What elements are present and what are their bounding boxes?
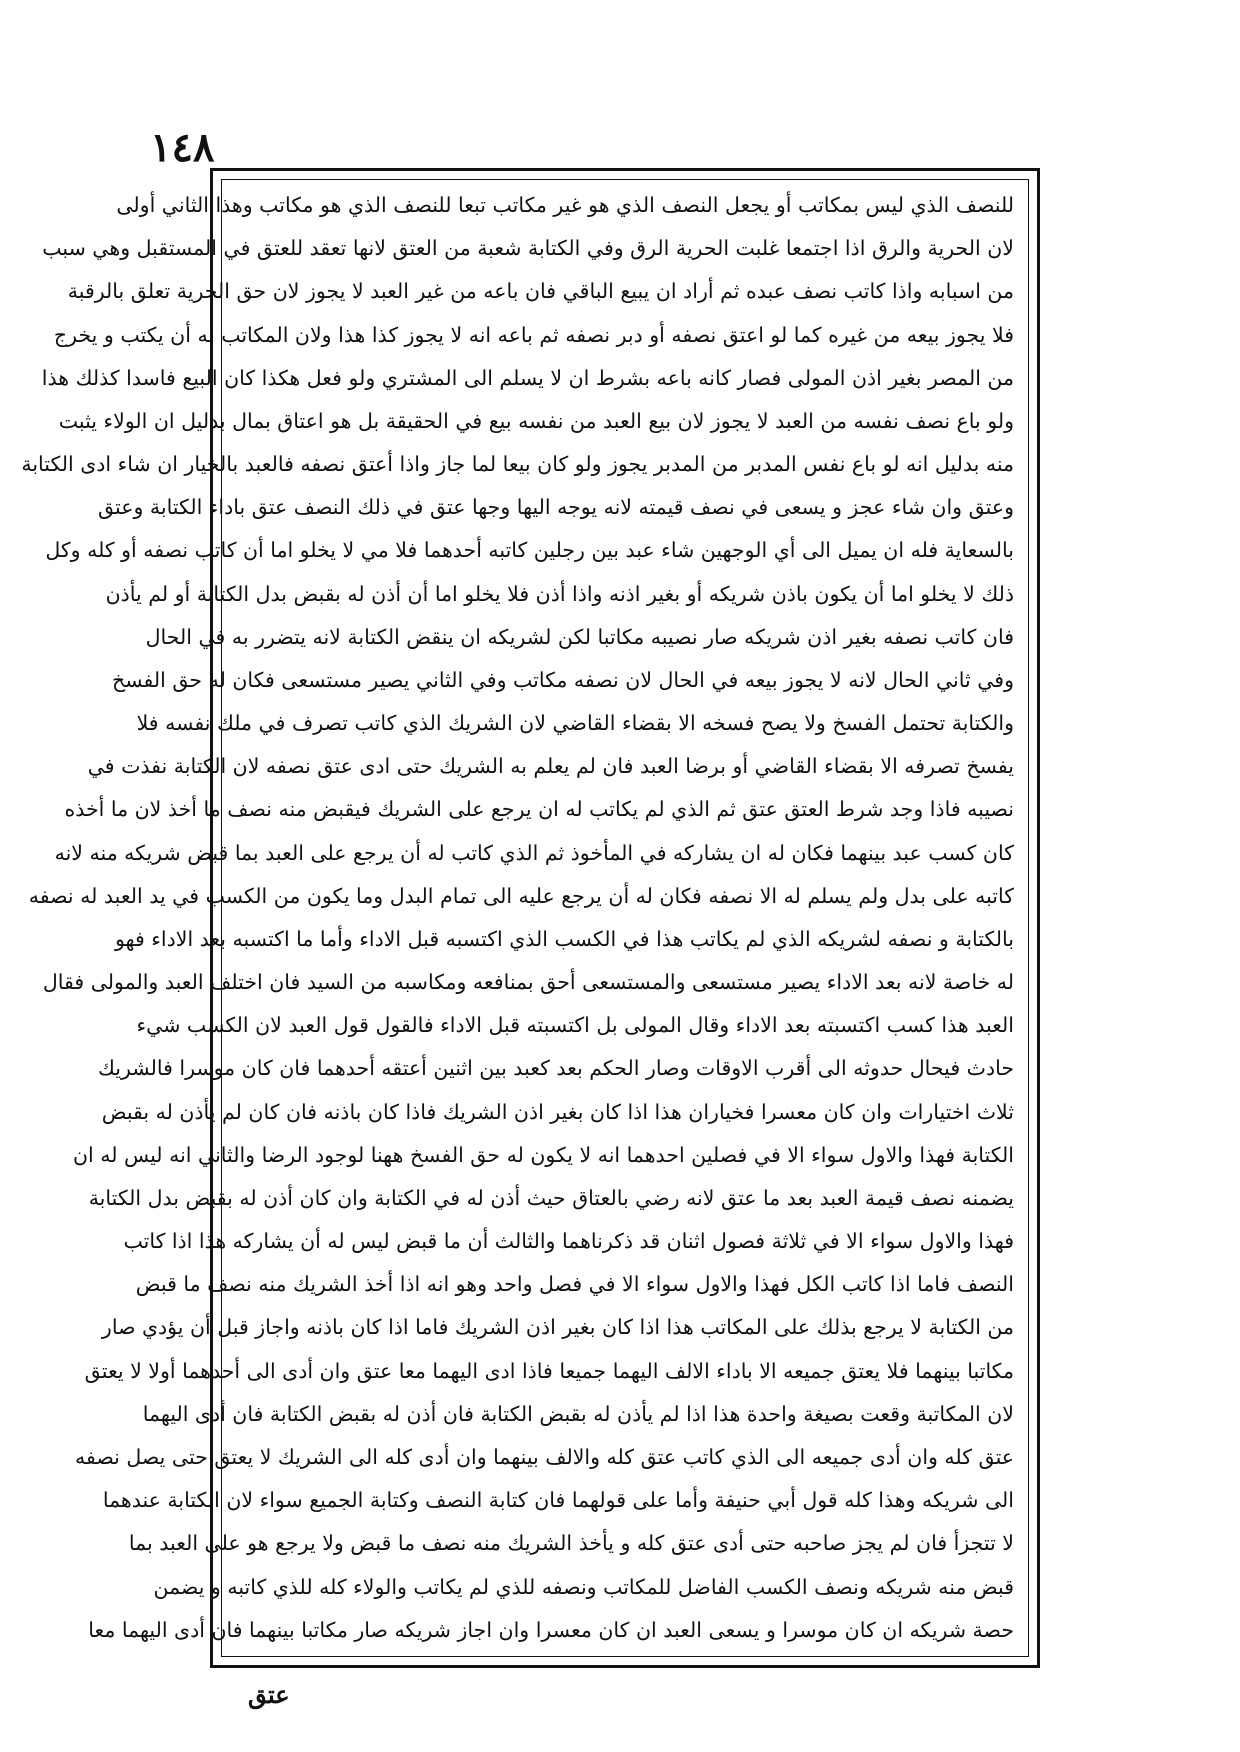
text-line: حصة شريكه ان كان موسرا و يسعى العبد ان كان معسرا وان اجاز شريكه صار مكاتبا بينهما فان أدى اليهما معا	[88, 1617, 1014, 1642]
text-line: له خاصة لانه بعد الاداء يصير مستسعى والمستسعى أحق بمنافعه ومكاسبه من السيد فان اختلف العبد والمولى فقال	[42, 970, 1014, 995]
text-line: وعتق وان شاء عجز و يسعى في نصف قيمته لانه يوجه اليها وجها عتق في ذلك النصف عتق باداء الكتابة وعتق	[97, 495, 1014, 520]
text-line: وفي ثاني الحال لانه لا يجوز بيعه في الحال لان نصفه مكاتب وفي الثاني يصير مستسعى فكان له حق الفسخ	[111, 667, 1014, 692]
text-line: للنصف الذي ليس بمكاتب أو يجعل النصف الذي هو غير مكاتب تبعا للنصف الذي هو مكاتب وهذا الثاني أولى	[116, 193, 1014, 217]
text-line: عتق كله وان أدى جميعه الى الذي كاتب عتق كله والالف بينهما وان أدى كله الى الشريك لا يعتق حتى يصل نصفه	[74, 1444, 1014, 1469]
text-line: حادث فيحال حدوثه الى أقرب الاوقات وصار الحكم بعد كعبد بين اثنين أعتقه أحدهما فان كان موسرا فالشريك	[98, 1056, 1014, 1081]
text-line: من الكتابة لا يرجع بذلك على المكاتب هذا اذا كان بغير اذن الشريك فاما اذا كان باذنه واجاز قبل أن يؤدي صار	[101, 1315, 1014, 1340]
page-frame-inner	[21, 179, 1029, 1657]
text-line: فان كاتب نصفه بغير اذن شريكه صار نصيبه مكاتبا لكن لشريكه ان ينقض الكتابة لانه يتضرر به في الحال	[145, 624, 1014, 649]
text-line: والكتابة تحتمل الفسخ ولا يصح فسخه الا بقضاء القاضي لان الشريك الذي كاتب تصرف في ملك نفسه فلا	[136, 711, 1014, 736]
text-line: نصيبه فاذا وجد شرط العتق عتق ثم الذي لم يكاتب له ان يرجع على الشريك فيقبض منه نصف ما أخذ لان ما أخذه	[64, 797, 1014, 822]
text-line: بالسعاية فله ان يميل الى أي الوجهين شاء عبد بين رجلين كاتبه أحدهما فلا مي لا يخلو اما أن كاتب نصفه أو كله وكل	[45, 538, 1014, 563]
text-line: ثلاث اختيارات وان كان معسرا فخياران هذا اذا كان بغير اذن الشريك فاذا كان باذنه فان كان لم يأذن له بقبض	[101, 1099, 1014, 1124]
text-line: بالكتابة و نصفه لشريكه الذي لم يكاتب هذا في الكسب الذي اكتسبه قبل الاداء وأما ما اكتسبه بعد الاداء فهو	[114, 926, 1014, 951]
text-line: من اسبابه واذا كاتب نصف عبده ثم أراد ان يبيع الباقي فان باعه من غير العبد لا يجوز لان حق الحرية تعلق بالرقبة	[67, 279, 1014, 304]
text-line: الكتابة فهذا والاول سواء الا في فصلين احدهما انه لا يكون له حق الفسخ ههنا لوجود الرضا والثاني انه ليس له ان	[72, 1142, 1014, 1167]
page-number: ١٤٨	[150, 124, 215, 171]
catchword: عتق	[248, 1680, 290, 1709]
page-frame	[21, 168, 1040, 1668]
text-line: كاتبه على بدل ولم يسلم له الا نصفه فكان له أن يرجع عليه الى تمام البدل وما يكون من الكسب في يد العبد له نصفه	[28, 883, 1014, 908]
text-line: من المصر بغير اذن المولى فصار كانه باعه بشرط ان لا يسلم الى المشتري ولو فعل هكذا كان البيع فاسدا كذلك هذا	[41, 365, 1014, 390]
text-line: ولو باع نصف نفسه من العبد لا يجوز لان بيع العبد من نفسه بيع في الحقيقة بل هو اعتاق بمال بدليل ان الولاء يثبت	[58, 408, 1014, 433]
text-line: ذلك لا يخلو اما أن يكون باذن شريكه أو بغير اذنه واذا أذن فلا يخلو اما أن أذن له بقبض بدل الكتابة أو لم يأذن	[105, 581, 1014, 606]
text-line: قبض منه شريكه ونصف الكسب الفاضل للمكاتب ونصفه للذي لم يكاتب والولاء كله للذي كاتبه و يضمن	[153, 1574, 1014, 1599]
text-line: مكاتبا بينهما فلا يعتق جميعه الا باداء الالف اليهما جميعا فاذا ادى اليهما معا عتق وان أدى الى أحدهما أولا لا يعتق	[84, 1358, 1014, 1383]
text-line: لان الحرية والرق اذا اجتمعا غلبت الحرية الرق وفي الكتابة شعبة من العتق لانها تعقد للعتق في المستقبل وهي سبب	[42, 236, 1014, 261]
text-line: كان كسب عبد بينهما فكان له ان يشاركه في المأخوذ ثم الذي كاتب له أن يرجع على العبد بما قبض شريكه منه لانه	[54, 840, 1014, 865]
text-line: فلا يجوز بيعه من غيره كما لو اعتق نصفه أو دبر نصفه ثم باعه انه لا يجوز كذا هذا ولان المكاتب له أن يكتب و يخرج	[53, 322, 1014, 347]
text-line: العبد هذا كسب اكتسبته بعد الاداء وقال المولى بل اكتسبته قبل الاداء فالقول قول العبد لان الكسب شيء	[136, 1013, 1014, 1038]
text-line: يضمنه نصف قيمة العبد بعد ما عتق لانه رضي بالعتاق حيث أذن له في الكتابة وان كان أذن له بقبض بدل الكتابة	[88, 1185, 1014, 1210]
text-line: لان المكاتبة وقعت بصيغة واحدة هذا اذا لم يأذن له بقبض الكتابة فان أذن له بقبض الكتابة فان أدى اليهما	[142, 1401, 1014, 1426]
text-line: النصف فاما اذا كاتب الكل فهذا والاول سواء الا في فصل واحد وهو انه اذا أخذ الشريك منه نصف ما قبض	[135, 1272, 1014, 1297]
text-line: منه بدليل انه لو باع نفس المدبر من المدبر يجوز ولو كان بيعا لما جاز واذا أعتق نصفه فالعبد بالخيار ان شاء ادى الكتابة	[21, 452, 1014, 477]
text-line: الى شريكه وهذا كله قول أبي حنيفة وأما على قولهما فان كتابة النصف وكتابة الجميع سواء لان الكتابة عندهما	[102, 1488, 1014, 1513]
text-line: يفسخ تصرفه الا بقضاء القاضي أو برضا العبد فان لم يعلم به الشريك حتى ادى عتق نصفه لان الكتابة نفذت في	[87, 754, 1014, 779]
main-text	[21, 190, 1014, 1646]
text-line: لا تتجزأ فان لم يجز صاحبه حتى أدى عتق كله و يأخذ الشريك منه نصف ما قبض ولا يرجع هو على العبد بما	[128, 1531, 1014, 1556]
text-line: فهذا والاول سواء الا في ثلاثة فصول اثنان قد ذكرناهما والثالث أن ما قبض ليس له أن يشاركه هذا اذا كاتب	[123, 1229, 1014, 1254]
